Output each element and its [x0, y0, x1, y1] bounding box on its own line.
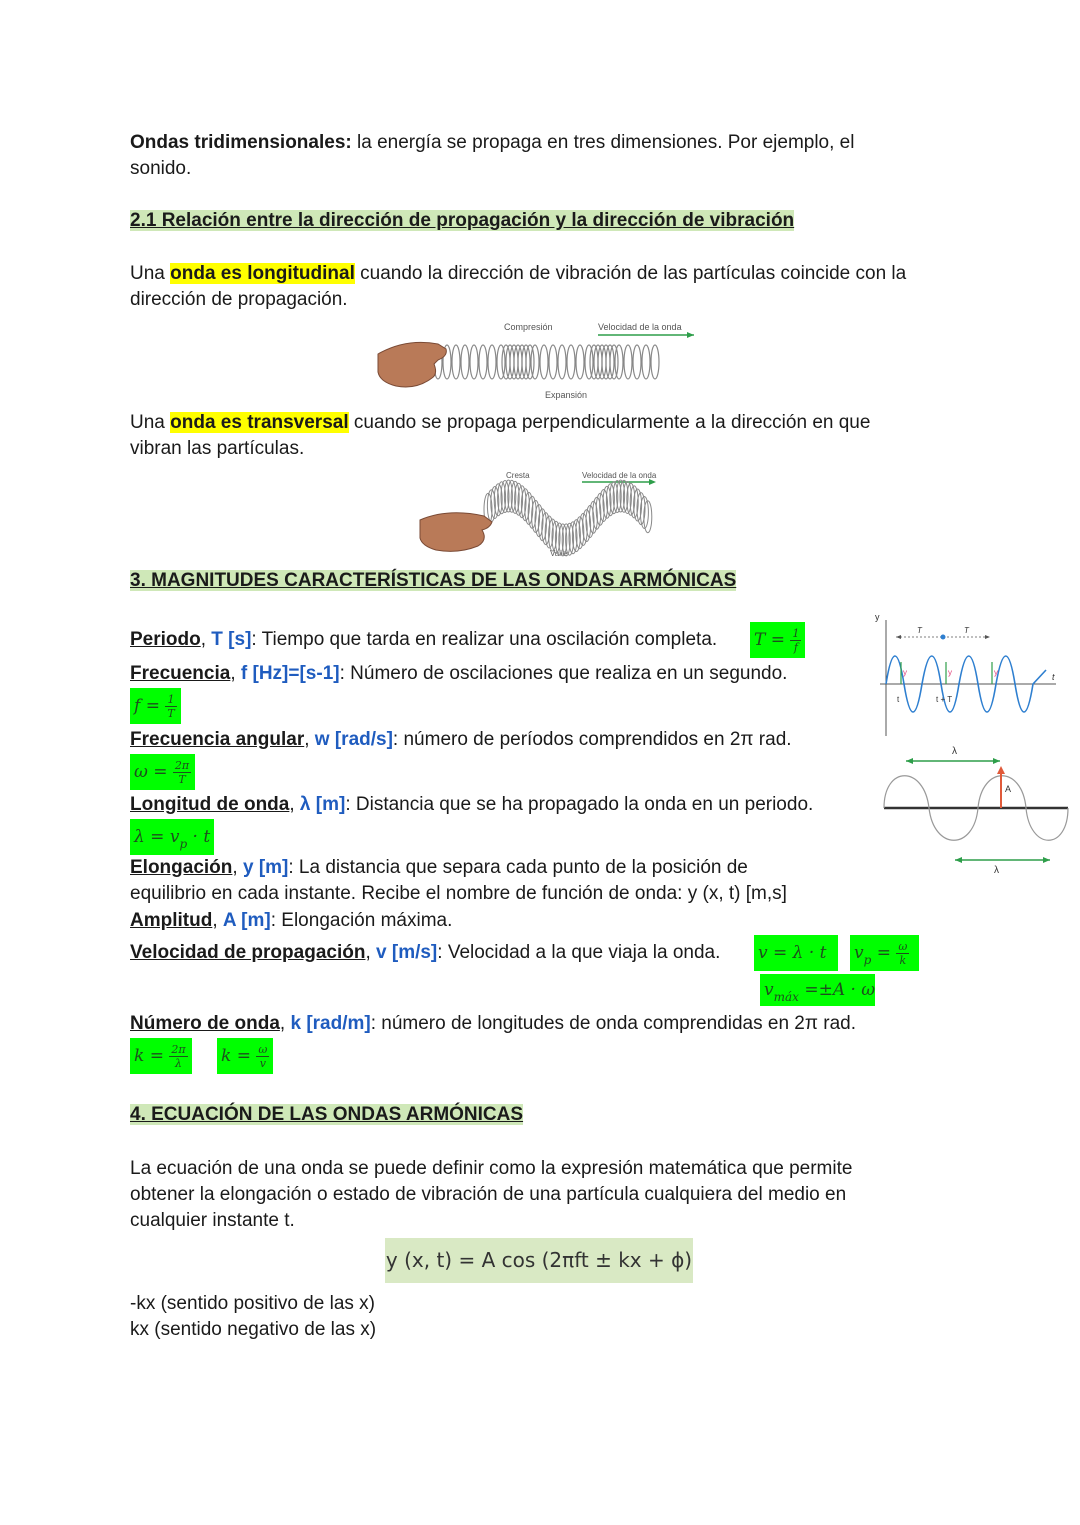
- equation-notes: -kx (sentido positivo de las x) kx (sentido negativo de las x): [130, 1293, 377, 1340]
- axis-y-label: y: [875, 612, 880, 622]
- frecuencia-line: Frecuencia, f [Hz]=[s-1]: Número de oscilaciones que realiza en un segundo.: [130, 663, 788, 684]
- formula-w: ω = $\frac{2\pi}{T}$: [130, 754, 195, 790]
- intro-term: Ondas tridimensionales:: [130, 132, 352, 153]
- amplitude-label: A: [1005, 784, 1012, 794]
- label-velocity-longitudinal: Velocidad de la onda: [598, 322, 682, 332]
- section-21-heading: 2.1 Relación entre la dirección de propagación y la dirección de vibración: [130, 210, 795, 231]
- label-valley: Valle: [550, 549, 568, 558]
- wave-equation: y (x, t) = A cos (2πft ± kx + ϕ): [385, 1238, 693, 1283]
- longitud-onda-line: Longitud de onda, λ [m]: Distancia que se ha propagado la onda en un periodo.: [130, 794, 814, 815]
- period-label-1: T: [917, 626, 922, 635]
- transversal-wave-figure: [418, 468, 660, 560]
- formula-f: f = $\frac{1}{T}$: [130, 688, 181, 724]
- label-velocity-transversal: Velocidad de la onda: [582, 471, 657, 480]
- elongacion-line: Elongación, y [m]: La distancia que separa cada punto de la posición de equilibrio en cada instante. Recibe el nombre de función de onda: y (x, t) [m,s]: [130, 857, 787, 904]
- velocidad-line: Velocidad de propagación, v [m/s]: Velocidad a la que viaja la onda.: [130, 942, 721, 963]
- period-label-2: T: [964, 626, 969, 635]
- formula-vmax: $v_{máx} =\pm A \cdot \omega$: [760, 974, 875, 1006]
- longitudinal-paragraph: Una onda es longitudinal cuando la dirección de vibración de las partículas coincide con la dirección de propagación.: [130, 263, 907, 310]
- spring-coils: [484, 480, 652, 556]
- longitudinal-highlight: onda es longitudinal: [170, 263, 355, 284]
- equation-paragraph: La ecuación de una onda se puede definir como la expresión matemática que permite obtener la elongación o estado de vibración de una partícula cualquiera del medio en cualquier instante t.: [130, 1158, 853, 1231]
- formula-k1: k = $\frac{2\pi}{\lambda}$: [130, 1038, 192, 1074]
- section-3-heading: 3. MAGNITUDES CARACTERÍSTICAS DE LAS ONDAS ARMÓNICAS: [130, 570, 737, 591]
- transversal-highlight: onda es transversal: [170, 412, 349, 433]
- axis-t-label: t: [1052, 672, 1055, 682]
- hand-icon: [378, 342, 446, 387]
- t-plus-T-label: t + T: [936, 695, 953, 704]
- intro-text: la energía se propaga en tres dimensiones. Por ejemplo, el: [351, 132, 855, 153]
- intro-text-2: sonido.: [130, 158, 192, 179]
- intro-paragraph: [130, 130, 854, 182]
- formula-v: v = λ · t: [754, 935, 838, 971]
- spring-coils: [434, 345, 659, 379]
- wavelength-amplitude-diagram: [880, 740, 1072, 876]
- label-expansion: Expansión: [545, 390, 588, 400]
- formula-lambda: $\lambda = v_p \cdot t$: [130, 819, 214, 855]
- frecuencia-angular-line: Frecuencia angular, w [rad/s]: número de períodos comprendidos en 2π rad.: [130, 729, 792, 750]
- label-crest: Cresta: [506, 471, 530, 480]
- elongation-label-3: y: [994, 668, 998, 677]
- numero-onda-line: Número de onda, k [rad/m]: número de longitudes de onda comprendidas en 2π rad.: [130, 1013, 856, 1034]
- periodo-line: Periodo, T [s]: Tiempo que tarda en realizar una oscilación completa.: [130, 629, 718, 650]
- longitudinal-wave-figure: [376, 316, 706, 402]
- elongation-label-2: y: [948, 668, 952, 677]
- lambda-bottom-label: λ: [994, 865, 999, 876]
- hand-icon: [420, 513, 492, 552]
- transversal-paragraph: Una onda es transversal cuando se propaga perpendicularmente a la dirección en que vibran las partículas.: [130, 412, 871, 459]
- wave-period-diagram: [870, 608, 1060, 738]
- elongation-label-1: y: [903, 668, 907, 677]
- formula-T: T = $\frac{1}{f}$: [750, 622, 805, 658]
- t-label: t: [897, 695, 900, 704]
- lambda-top-label: λ: [952, 746, 957, 757]
- label-compression: Compresión: [504, 322, 553, 332]
- amplitud-line: Amplitud, A [m]: Elongación máxima.: [130, 910, 453, 931]
- section-4-heading: 4. ECUACIÓN DE LAS ONDAS ARMÓNICAS: [130, 1104, 524, 1125]
- formula-k2: k = $\frac{\omega}{v}$: [217, 1038, 273, 1074]
- formula-vp: $v_p$ = $\frac{\omega}{k}$: [850, 935, 919, 971]
